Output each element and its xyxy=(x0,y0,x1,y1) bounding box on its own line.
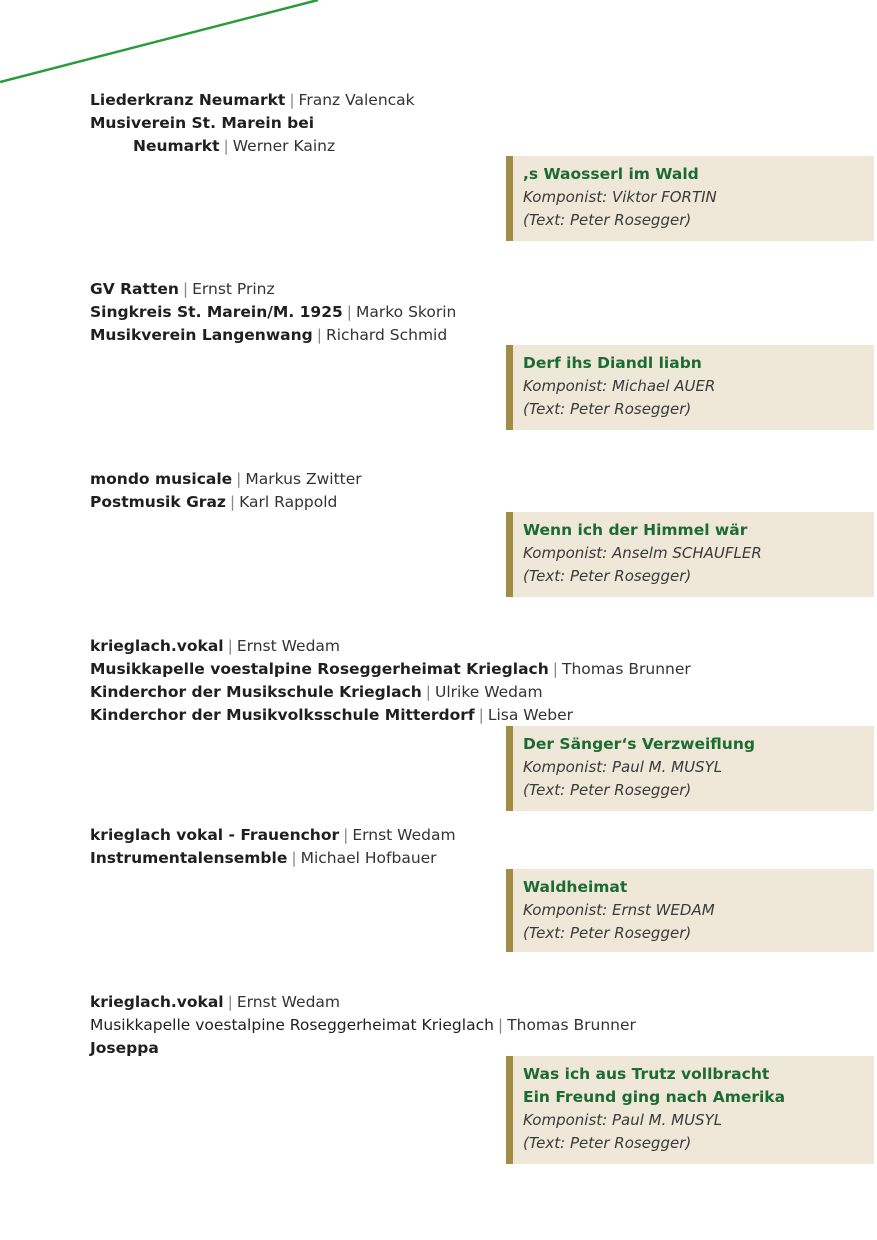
director-name: Ernst Wedam xyxy=(352,826,456,844)
ensemble-name: Musikkapelle voestalpine Roseggerheimat Krieglach xyxy=(90,660,549,678)
ensemble-name: Instrumentalensemble xyxy=(90,849,288,867)
performer-entry xyxy=(90,681,691,704)
separator: | xyxy=(229,493,236,511)
performer-entry xyxy=(90,301,456,324)
performer-list xyxy=(90,991,636,1060)
performer-entry xyxy=(90,635,691,658)
separator: | xyxy=(236,470,242,488)
performer-entry xyxy=(90,491,362,514)
director-name: Karl Rappold xyxy=(239,493,338,511)
director-name: Franz Valencak xyxy=(298,91,415,109)
performer-entry xyxy=(90,112,415,135)
separator: | xyxy=(425,683,431,701)
song-info-box xyxy=(506,1056,874,1164)
song-title: Wenn ich der Himmel wär xyxy=(523,521,748,539)
director-name: Ernst Prinz xyxy=(192,280,275,298)
performer-entry xyxy=(90,1014,636,1037)
song-info-box xyxy=(506,726,874,811)
director-name: Werner Kainz xyxy=(232,137,336,155)
song-title: Derf ihs Diandl liabn xyxy=(523,354,702,372)
lyricist-credit: (Text: Peter Rosegger) xyxy=(523,400,692,418)
song-title: ,s Waosserl im Wald xyxy=(523,165,699,183)
ensemble-name: Musikverein Langenwang xyxy=(90,326,313,344)
separator: | xyxy=(289,91,295,109)
ensemble-name: Kinderchor der Musikschule Krieglach xyxy=(90,683,422,701)
performer-entry xyxy=(90,89,415,112)
ensemble-name: Singkreis St. Marein/M. 1925 xyxy=(90,303,343,321)
song-info-box xyxy=(506,512,874,597)
performer-list xyxy=(90,824,456,870)
performer-entry xyxy=(90,135,415,158)
separator: | xyxy=(227,637,233,655)
director-name: Lisa Weber xyxy=(487,706,574,724)
separator: | xyxy=(478,706,484,724)
performer-entry xyxy=(90,824,456,847)
separator: | xyxy=(316,326,322,344)
lyricist-credit: (Text: Peter Rosegger) xyxy=(523,211,692,229)
song-title: Was ich aus Trutz vollbracht xyxy=(523,1065,770,1083)
lyricist-credit: (Text: Peter Rosegger) xyxy=(523,781,692,799)
separator: | xyxy=(343,826,349,844)
performer-entry xyxy=(90,278,456,301)
separator: | xyxy=(497,1016,504,1034)
composer-credit: Komponist: Paul M. MUSYL xyxy=(523,1111,723,1129)
ensemble-name: Postmusik Graz xyxy=(90,493,226,511)
performer-entry xyxy=(90,468,362,491)
performer-entry xyxy=(90,847,456,870)
ensemble-name: Musiverein St. Marein bei xyxy=(90,114,315,132)
director-name: Thomas Brunner xyxy=(507,1016,636,1034)
composer-credit: Komponist: Anselm SCHAUFLER xyxy=(523,544,762,562)
ensemble-name: Joseppa xyxy=(90,1039,159,1057)
lyricist-credit: (Text: Peter Rosegger) xyxy=(523,1134,692,1152)
composer-credit: Komponist: Viktor FORTIN xyxy=(523,188,717,206)
director-name: Thomas Brunner xyxy=(562,660,691,678)
separator: | xyxy=(182,280,189,298)
composer-credit: Komponist: Ernst WEDAM xyxy=(523,901,715,919)
director-name: Michael Hofbauer xyxy=(300,849,437,867)
song-title: Waldheimat xyxy=(523,878,628,896)
director-name: Ernst Wedam xyxy=(236,993,341,1011)
ensemble-name: krieglach.vokal xyxy=(90,637,224,655)
ensemble-name: mondo musicale xyxy=(90,470,233,488)
ensemble-name: Musikkapelle voestalpine Roseggerheimat Krieglach xyxy=(90,1016,494,1034)
director-name: Richard Schmid xyxy=(325,326,448,344)
performer-entry xyxy=(90,991,636,1014)
song-info-box xyxy=(506,869,874,952)
director-name: Ulrike Wedam xyxy=(435,683,543,701)
director-name: Marko Skorin xyxy=(356,303,457,321)
ensemble-name: Kinderchor der Musikvolksschule Mitterdorf xyxy=(90,706,475,724)
separator: | xyxy=(223,137,229,155)
lyricist-credit: (Text: Peter Rosegger) xyxy=(523,924,692,942)
director-name: Ernst Wedam xyxy=(236,637,341,655)
ensemble-name: GV Ratten xyxy=(90,280,179,298)
ensemble-name: Liederkranz Neumarkt xyxy=(90,91,286,109)
ensemble-name: Neumarkt xyxy=(133,137,220,155)
lyricist-credit: (Text: Peter Rosegger) xyxy=(523,567,692,585)
ensemble-name: krieglach vokal - Frauenchor xyxy=(90,826,340,844)
performer-entry xyxy=(90,324,456,347)
separator: | xyxy=(346,303,352,321)
performer-list xyxy=(90,278,456,347)
ensemble-name: krieglach.vokal xyxy=(90,993,224,1011)
performer-entry xyxy=(90,704,691,727)
separator: | xyxy=(291,849,297,867)
song-info-box xyxy=(506,345,874,430)
performer-list xyxy=(90,635,691,727)
performer-list xyxy=(90,89,415,158)
song-title: Ein Freund ging nach Amerika xyxy=(523,1088,786,1106)
song-title: Der Sänger‘s Verzweiflung xyxy=(523,735,755,753)
composer-credit: Komponist: Michael AUER xyxy=(523,377,716,395)
song-info-box xyxy=(506,156,874,241)
separator: | xyxy=(552,660,558,678)
performer-entry xyxy=(90,658,691,681)
performer-list xyxy=(90,468,362,514)
composer-credit: Komponist: Paul M. MUSYL xyxy=(523,758,723,776)
separator: | xyxy=(227,993,233,1011)
director-name: Markus Zwitter xyxy=(245,470,362,488)
